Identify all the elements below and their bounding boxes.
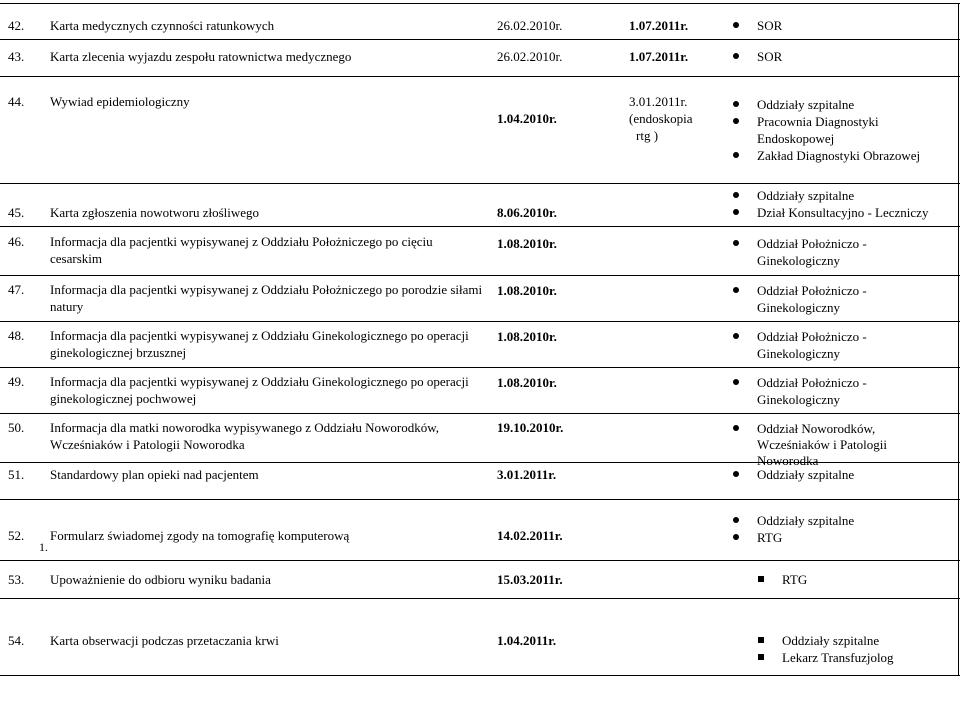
owner-item: RTG bbox=[733, 529, 782, 546]
introduced-date: 19.10.2010r. bbox=[497, 420, 564, 435]
square-bullet-icon bbox=[758, 654, 764, 660]
owner-item: Dział Konsultacyjno - Leczniczy bbox=[733, 204, 928, 221]
owner-item-continued: Noworodka bbox=[757, 453, 819, 468]
row-number: 47. bbox=[8, 282, 25, 297]
bullet-icon bbox=[733, 333, 739, 339]
introduced-date: 1.04.2011r. bbox=[497, 633, 557, 648]
owner-item: SOR bbox=[733, 17, 782, 34]
document-name: Informacja dla pacjentki wypisywanej z Oddziału Ginekologicznego po operacji bbox=[50, 374, 469, 389]
row-divider bbox=[0, 560, 960, 561]
owner-item: Lekarz Transfuzjolog bbox=[758, 649, 894, 666]
document-name: Standardowy plan opieki nad pacjentem bbox=[50, 467, 259, 482]
document-name: Informacja dla pacjentki wypisywanej z Oddziału Położniczego po porodzie siłami bbox=[50, 282, 483, 297]
document-name: Karta zlecenia wyjazdu zespołu ratownictwa medycznego bbox=[50, 49, 352, 64]
owner-item-continued: Ginekologiczny bbox=[757, 346, 841, 361]
document-name: Informacja dla matki noworodka wypisywanego z Oddziału Noworodków, bbox=[50, 420, 440, 435]
owner-item: Pracownia Diagnostyki bbox=[733, 113, 879, 130]
introduced-date: 15.03.2011r. bbox=[497, 572, 563, 587]
owner-item-continued: Ginekologiczny bbox=[757, 253, 841, 268]
row-number: 42. bbox=[8, 18, 25, 33]
row-divider bbox=[0, 39, 960, 40]
row-number: 50. bbox=[8, 420, 25, 435]
owner-item: Oddział Noworodków, bbox=[733, 420, 875, 437]
square-bullet-icon bbox=[758, 576, 764, 582]
row-number: 52. bbox=[8, 528, 25, 543]
bullet-icon bbox=[733, 101, 739, 107]
revised-date-note: (endoskopia bbox=[629, 111, 693, 126]
owner-item: SOR bbox=[733, 48, 782, 65]
introduced-date: 1.08.2010r. bbox=[497, 329, 557, 344]
introduced-date: 26.02.2010r. bbox=[497, 49, 563, 64]
document-name: Wywiad epidemiologiczny bbox=[50, 94, 190, 109]
row-number: 53. bbox=[8, 572, 25, 587]
row-divider bbox=[0, 413, 960, 414]
document-name-continued: Wcześniaków i Patologii Noworodka bbox=[50, 437, 245, 452]
row-number: 46. bbox=[8, 234, 25, 249]
row-number: 51. bbox=[8, 467, 25, 482]
row-divider bbox=[0, 226, 960, 227]
revised-date: 1.07.2011r. bbox=[629, 49, 689, 64]
row-divider bbox=[0, 675, 960, 676]
owner-item: Oddział Położniczo - bbox=[733, 282, 867, 299]
row-divider bbox=[0, 321, 960, 322]
bullet-icon bbox=[733, 517, 739, 523]
document-name: Formularz świadomej zgody na tomografię komputerową bbox=[50, 528, 350, 543]
row-number: 49. bbox=[8, 374, 25, 389]
row-subnumber: 1. bbox=[39, 540, 48, 554]
owner-item: Oddziały szpitalne bbox=[758, 632, 879, 649]
document-name-continued: cesarskim bbox=[50, 251, 102, 266]
introduced-date: 1.08.2010r. bbox=[497, 236, 557, 251]
row-divider bbox=[0, 3, 960, 4]
bullet-icon bbox=[733, 240, 739, 246]
bullet-icon bbox=[733, 287, 739, 293]
owner-item-continued: Wcześniaków i Patologii bbox=[757, 437, 887, 452]
document-name: Karta zgłoszenia nowotworu złośliwego bbox=[50, 205, 260, 220]
revised-date: 1.07.2011r. bbox=[629, 18, 689, 33]
owner-item: Oddziały szpitalne bbox=[733, 187, 854, 204]
bullet-icon bbox=[733, 209, 739, 215]
bullet-icon bbox=[733, 192, 739, 198]
document-name: Karta obserwacji podczas przetaczania krwi bbox=[50, 633, 279, 648]
bullet-icon bbox=[733, 118, 739, 124]
owner-item: Oddziały szpitalne bbox=[733, 466, 854, 483]
owner-item-continued: Endoskopowej bbox=[757, 131, 835, 146]
revised-date-note: rtg ) bbox=[636, 128, 659, 143]
owner-item: Oddziały szpitalne bbox=[733, 96, 854, 113]
introduced-date: 14.02.2011r. bbox=[497, 528, 563, 543]
row-number: 45. bbox=[8, 205, 25, 220]
introduced-date: 3.01.2011r. bbox=[497, 467, 557, 482]
owner-item: Oddział Położniczo - bbox=[733, 328, 867, 345]
introduced-date: 1.04.2010r. bbox=[497, 111, 557, 126]
owner-item: Oddział Położniczo - bbox=[733, 374, 867, 391]
owner-item: RTG bbox=[758, 571, 807, 588]
bullet-icon bbox=[733, 534, 739, 540]
bullet-icon bbox=[733, 471, 739, 477]
owner-item: Oddziały szpitalne bbox=[733, 512, 854, 529]
owner-item-continued: Ginekologiczny bbox=[757, 300, 841, 315]
row-number: 48. bbox=[8, 328, 25, 343]
document-name-continued: ginekologicznej pochwowej bbox=[50, 391, 197, 406]
row-number: 54. bbox=[8, 633, 25, 648]
owner-item: Zakład Diagnostyki Obrazowej bbox=[733, 147, 920, 164]
document-name-continued: ginekologicznej brzusznej bbox=[50, 345, 187, 360]
introduced-date: 8.06.2010r. bbox=[497, 205, 557, 220]
bullet-icon bbox=[733, 379, 739, 385]
bullet-icon bbox=[733, 53, 739, 59]
row-divider bbox=[0, 183, 960, 184]
row-number: 44. bbox=[8, 94, 25, 109]
row-number: 43. bbox=[8, 49, 25, 64]
document-name: Upoważnienie do odbioru wyniku badania bbox=[50, 572, 271, 587]
table-border bbox=[958, 3, 959, 675]
bullet-icon bbox=[733, 152, 739, 158]
document-name: Informacja dla pacjentki wypisywanej z Oddziału Położniczego po cięciu bbox=[50, 234, 433, 249]
row-divider bbox=[0, 367, 960, 368]
introduced-date: 26.02.2010r. bbox=[497, 18, 563, 33]
owner-item: Oddział Położniczo - bbox=[733, 235, 867, 252]
row-divider bbox=[0, 76, 960, 77]
introduced-date: 1.08.2010r. bbox=[497, 375, 557, 390]
revised-date: 3.01.2011r. bbox=[629, 94, 688, 109]
bullet-icon bbox=[733, 425, 739, 431]
square-bullet-icon bbox=[758, 637, 764, 643]
document-name: Karta medycznych czynności ratunkowych bbox=[50, 18, 275, 33]
row-divider bbox=[0, 275, 960, 276]
document-name: Informacja dla pacjentki wypisywanej z Oddziału Ginekologicznego po operacji bbox=[50, 328, 469, 343]
bullet-icon bbox=[733, 22, 739, 28]
introduced-date: 1.08.2010r. bbox=[497, 283, 557, 298]
owner-item-continued: Ginekologiczny bbox=[757, 392, 841, 407]
row-divider bbox=[0, 598, 960, 599]
row-divider bbox=[0, 499, 960, 500]
document-name-continued: natury bbox=[50, 299, 84, 314]
